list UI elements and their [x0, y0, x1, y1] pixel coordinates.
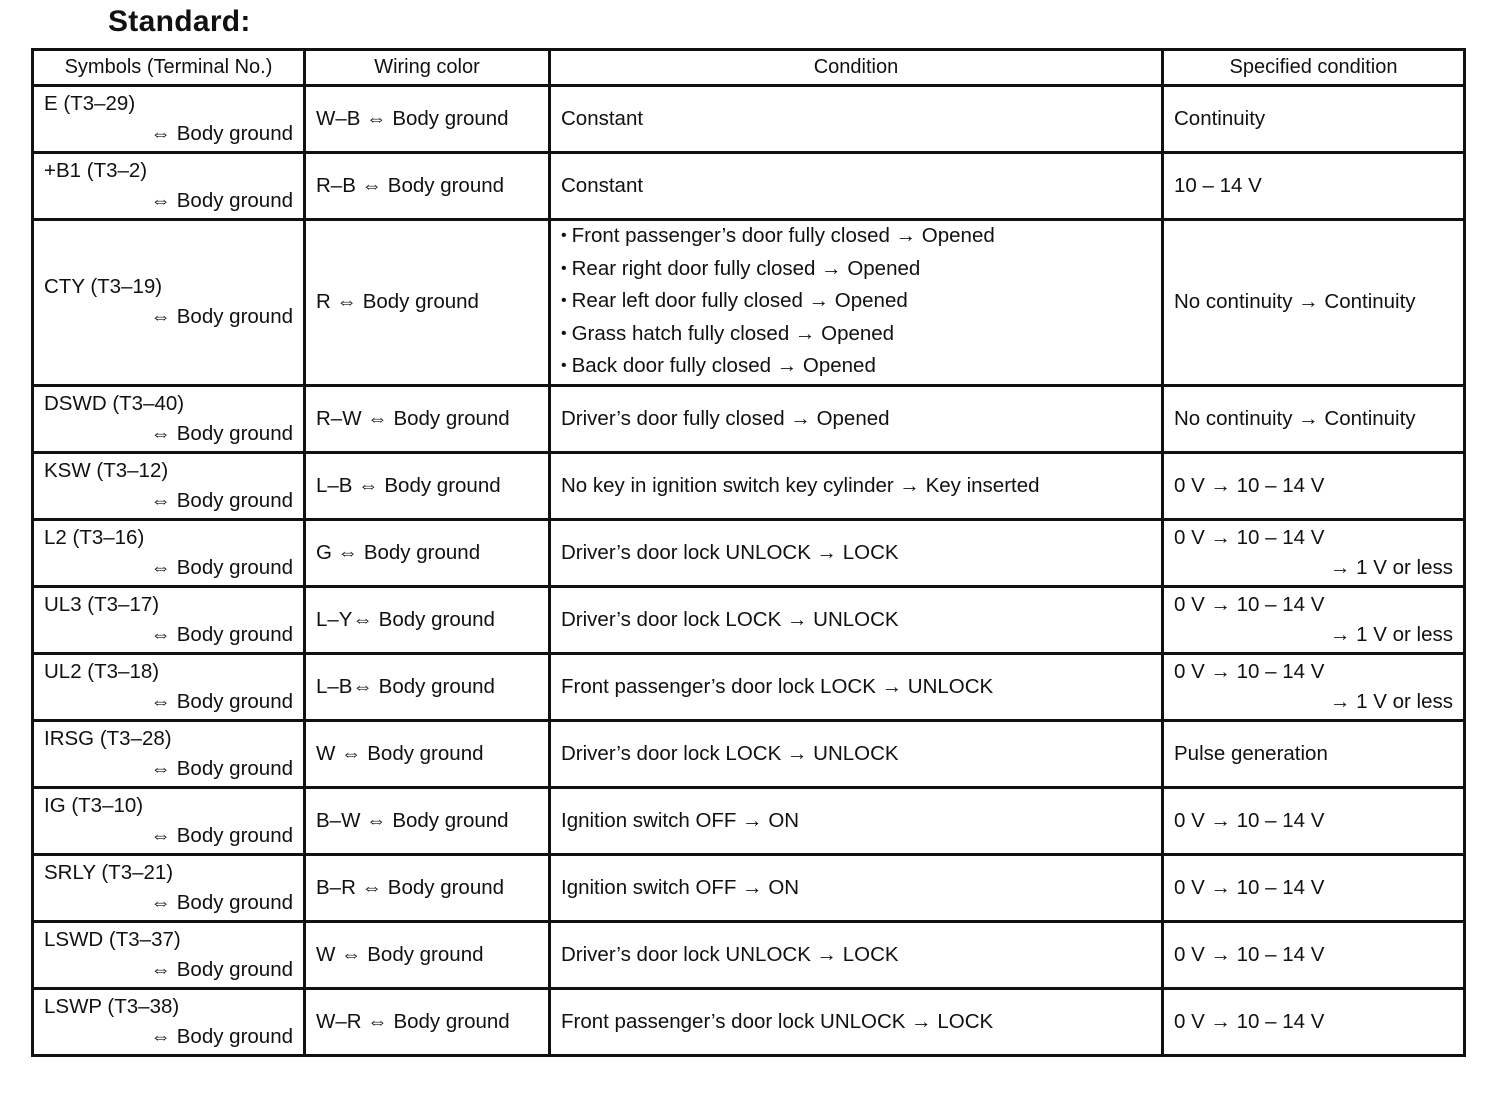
header-specified-condition: Specified condition	[1163, 50, 1465, 86]
wiring-color-cell: R–B ⇔ Body ground	[305, 153, 550, 220]
symbol-cell	[33, 854, 305, 921]
list-item	[561, 286, 1151, 319]
terminal-symbol: L2 (T3–16)	[44, 525, 145, 549]
terminal-ground-ref: ⇔ Body ground	[150, 488, 293, 512]
specified-value: 0 V → 10 – 14 V	[1174, 1009, 1325, 1033]
terminal-ground-ref: ⇔ Body ground	[150, 421, 293, 445]
specified-value: Continuity	[1174, 107, 1266, 130]
list-item	[561, 319, 1151, 352]
terminal-symbol: IRSG (T3–28)	[44, 726, 172, 750]
symbol-cell	[33, 921, 305, 988]
wiring-color-cell: W ⇔ Body ground	[305, 720, 550, 787]
specified-value: 10 – 14 V	[1174, 174, 1262, 197]
wiring-color-cell: B–R ⇔ Body ground	[305, 854, 550, 921]
condition-text: Grass hatch fully closed → Opened	[571, 321, 895, 345]
specified-value: 0 V → 10 – 14 V	[1174, 808, 1325, 832]
condition-text: Rear right door fully closed → Opened	[571, 256, 921, 280]
terminal-ground-ref: ⇔ Body ground	[150, 622, 293, 646]
wiring-color-cell: B–W ⇔ Body ground	[305, 787, 550, 854]
specified-condition-cell	[1163, 988, 1465, 1055]
wiring-color-cell: L–B⇔ Body ground	[305, 653, 550, 720]
specified-condition-cell	[1163, 854, 1465, 921]
bullet-icon: •	[561, 227, 567, 244]
table-header-row	[33, 50, 1465, 86]
symbol-cell	[33, 720, 305, 787]
table-row	[33, 452, 1465, 519]
condition-text: Rear left door fully closed → Opened	[571, 289, 908, 312]
wiring-color-cell: W ⇔ Body ground	[305, 921, 550, 988]
bullet-icon: •	[561, 292, 567, 309]
condition-cell: Ignition switch OFF → ON	[550, 787, 1163, 854]
table-row	[33, 153, 1465, 220]
page-title: Standard:	[108, 5, 251, 38]
symbol-cell	[33, 653, 305, 720]
specified-value: No continuity → Continuity	[1174, 290, 1416, 314]
header-condition: Condition	[550, 50, 1163, 86]
terminal-ground-ref: ⇔ Body ground	[150, 890, 293, 914]
condition-cell: Driver’s door lock LOCK → UNLOCK	[550, 720, 1163, 787]
symbol-cell	[33, 586, 305, 653]
table-row	[33, 519, 1465, 586]
symbol-cell	[33, 519, 305, 586]
terminal-ground-ref: ⇔ Body ground	[150, 1024, 293, 1048]
specified-value: No continuity → Continuity	[1174, 406, 1416, 430]
condition-cell	[550, 220, 1163, 386]
wiring-color-cell: L–Y⇔ Body ground	[305, 586, 550, 653]
wiring-color-cell: W–B ⇔ Body ground	[305, 86, 550, 153]
header-wiring-color: Wiring color	[305, 50, 550, 86]
condition-cell: Driver’s door lock UNLOCK → LOCK	[550, 921, 1163, 988]
wiring-color-cell: G ⇔ Body ground	[305, 519, 550, 586]
specified-value: Pulse generation	[1174, 741, 1328, 765]
terminal-spec-table	[31, 48, 1466, 1057]
condition-text: Front passenger’s door fully closed → Opened	[571, 224, 995, 247]
specified-condition-cell	[1163, 220, 1465, 386]
specified-condition-cell	[1163, 385, 1465, 452]
table-row	[33, 787, 1465, 854]
symbol-cell	[33, 452, 305, 519]
table-row	[33, 720, 1465, 787]
table-row	[33, 586, 1465, 653]
condition-cell: No key in ignition switch key cylinder → Key inserted	[550, 452, 1163, 519]
terminal-symbol: LSWD (T3–37)	[44, 927, 181, 951]
condition-cell: Constant	[550, 86, 1163, 153]
specified-value: 0 V → 10 – 14 V	[1174, 942, 1325, 966]
symbol-cell	[33, 153, 305, 220]
condition-cell: Constant	[550, 153, 1163, 220]
terminal-symbol: E (T3–29)	[44, 92, 136, 115]
table-row	[33, 854, 1465, 921]
list-item	[561, 221, 1151, 254]
table-row	[33, 921, 1465, 988]
symbol-cell	[33, 988, 305, 1055]
specified-condition-cell	[1163, 787, 1465, 854]
condition-cell: Front passenger’s door lock LOCK → UNLOCK	[550, 653, 1163, 720]
terminal-symbol: KSW (T3–12)	[44, 458, 169, 482]
terminal-symbol: IG (T3–10)	[44, 793, 144, 817]
specified-condition-cell	[1163, 921, 1465, 988]
terminal-symbol: UL3 (T3–17)	[44, 592, 160, 616]
condition-cell: Ignition switch OFF → ON	[550, 854, 1163, 921]
table-row	[33, 988, 1465, 1055]
specified-value: 0 V → 10 – 14 V	[1174, 592, 1325, 616]
specified-value-continued: → 1 V or less	[1329, 689, 1453, 713]
symbol-cell	[33, 220, 305, 386]
symbol-cell	[33, 385, 305, 452]
terminal-symbol: CTY (T3–19)	[44, 275, 163, 299]
condition-text: Back door fully closed → Opened	[571, 354, 876, 377]
specified-condition-cell	[1163, 586, 1465, 653]
list-item	[561, 351, 1151, 384]
terminal-ground-ref: ⇔ Body ground	[150, 756, 293, 780]
wiring-color-cell: L–B ⇔ Body ground	[305, 452, 550, 519]
symbol-cell	[33, 787, 305, 854]
condition-cell: Driver’s door lock LOCK → UNLOCK	[550, 586, 1163, 653]
condition-cell: Front passenger’s door lock UNLOCK → LOCK	[550, 988, 1163, 1055]
wiring-color-cell: W–R ⇔ Body ground	[305, 988, 550, 1055]
specified-value-continued: → 1 V or less	[1329, 622, 1453, 646]
specified-value: 0 V → 10 – 14 V	[1174, 875, 1325, 899]
specified-condition-cell	[1163, 653, 1465, 720]
terminal-symbol: UL2 (T3–18)	[44, 659, 160, 683]
bullet-icon: •	[561, 324, 567, 342]
table-row	[33, 86, 1465, 153]
terminal-ground-ref: ⇔ Body ground	[150, 189, 293, 212]
terminal-ground-ref: ⇔ Body ground	[150, 555, 293, 579]
terminal-symbol: LSWP (T3–38)	[44, 994, 180, 1018]
specified-condition-cell	[1163, 86, 1465, 153]
terminal-ground-ref: ⇔ Body ground	[150, 823, 293, 847]
condition-cell: Driver’s door fully closed → Opened	[550, 385, 1163, 452]
symbol-cell	[33, 86, 305, 153]
terminal-symbol: SRLY (T3–21)	[44, 860, 174, 884]
condition-cell: Driver’s door lock UNLOCK → LOCK	[550, 519, 1163, 586]
terminal-ground-ref: ⇔ Body ground	[150, 689, 293, 713]
specified-value: 0 V → 10 – 14 V	[1174, 473, 1325, 497]
terminal-symbol: +B1 (T3–2)	[44, 159, 148, 182]
terminal-symbol: DSWD (T3–40)	[44, 391, 185, 415]
specified-value: 0 V → 10 – 14 V	[1174, 525, 1325, 549]
bullet-icon: •	[561, 357, 567, 374]
specified-condition-cell	[1163, 452, 1465, 519]
list-item	[561, 254, 1151, 287]
specified-value: 0 V → 10 – 14 V	[1174, 659, 1325, 683]
header-symbols: Symbols (Terminal No.)	[33, 50, 305, 86]
specified-condition-cell	[1163, 720, 1465, 787]
table-row	[33, 385, 1465, 452]
table-row	[33, 220, 1465, 386]
specified-value-continued: → 1 V or less	[1329, 555, 1453, 579]
specified-condition-cell	[1163, 153, 1465, 220]
bullet-icon: •	[561, 259, 567, 277]
terminal-ground-ref: ⇔ Body ground	[150, 957, 293, 981]
wiring-color-cell: R–W ⇔ Body ground	[305, 385, 550, 452]
table-row	[33, 653, 1465, 720]
terminal-ground-ref: ⇔ Body ground	[150, 305, 293, 329]
wiring-color-cell: R ⇔ Body ground	[305, 220, 550, 386]
condition-list	[561, 221, 1151, 384]
specified-condition-cell	[1163, 519, 1465, 586]
terminal-ground-ref: ⇔ Body ground	[150, 122, 293, 145]
